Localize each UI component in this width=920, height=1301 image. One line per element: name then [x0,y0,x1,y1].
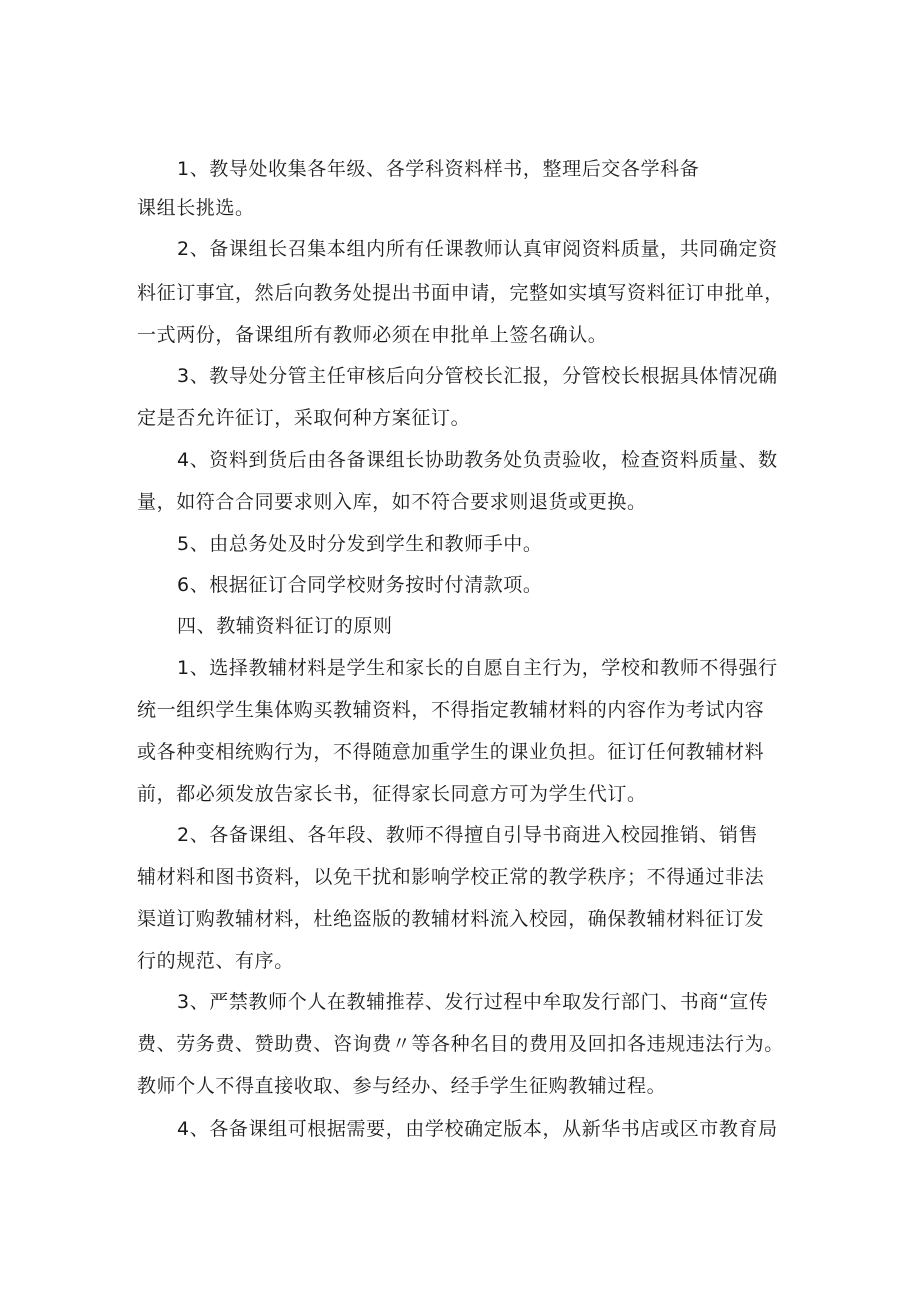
text-line: 行的规范、有序。 [137,950,294,972]
text-line: 4、资料到货后由各备课组长协助教务处负责验收，检查资料质量、数 [177,449,778,471]
text-line: 料征订事宜，然后向教务处提出书面申请，完整如实填写资料征订申批单， [137,282,784,304]
text-line: 辅材料和图书资料，以免干扰和影响学校正常的教学秩序；不得通过非法 [137,866,765,888]
text-line: 5、由总务处及时分发到学生和教师手中。 [177,533,543,555]
section-heading: 四、教辅资料征订的原则 [177,615,393,637]
text-line: 定是否允许征订，采取何种方案征订。 [137,407,471,429]
text-line: 教师个人不得直接收取、参与经办、经手学生征购教辅过程。 [137,1075,667,1097]
text-line: 课组长挑选。 [137,197,255,219]
text-line: 1、选择教辅材料是学生和家长的自愿自主行为，学校和教师不得强行 [177,657,778,679]
text-line: 6、根据征订合同学校财务按时付清款项。 [177,574,543,596]
text-line: 3、教导处分管主任审核后向分管校长汇报，分管校长根据具体情况确 [177,365,778,387]
text-line: 4、各备课组可根据需要，由学校确定版本，从新华书店或区市教育局 [177,1118,778,1140]
text-line: 一式两份，备课组所有教师必须在申批单上签名确认。 [137,324,608,346]
text-line: 2、备课组长召集本组内所有任课教师认真审阅资料质量，共同确定资 [177,238,778,260]
text-line: 费、劳务费、赞助费、咨询费〃等各种名目的费用及回扣各违规违法行为。 [137,1033,784,1055]
text-line: 3、严禁教师个人在教辅推荐、发行过程中牟取发行部门、书商“宣传 [177,991,769,1013]
text-line: 统一组织学生集体购买教辅资料，不得指定教辅材料的内容作为考试内容 [137,699,765,721]
text-line: 或各种变相统购行为，不得随意加重学生的课业负担。征订任何教辅材料 [137,741,765,763]
text-line: 2、各备课组、各年段、教师不得擅自引导书商进入校园推销、销售 [177,824,759,846]
text-line: 前，都必须发放告家长书，征得家长同意方可为学生代订。 [137,783,647,805]
text-line: 1、教导处收集各年级、各学科资料样书，整理后交各学科备 [177,158,700,180]
text-line: 量，如符合合同要求则入库，如不符合要求则退货或更换。 [137,491,647,513]
text-line: 渠道订购教辅材料，杜绝盗版的教辅材料流入校园，确保教辅材料征订发 [137,908,765,930]
